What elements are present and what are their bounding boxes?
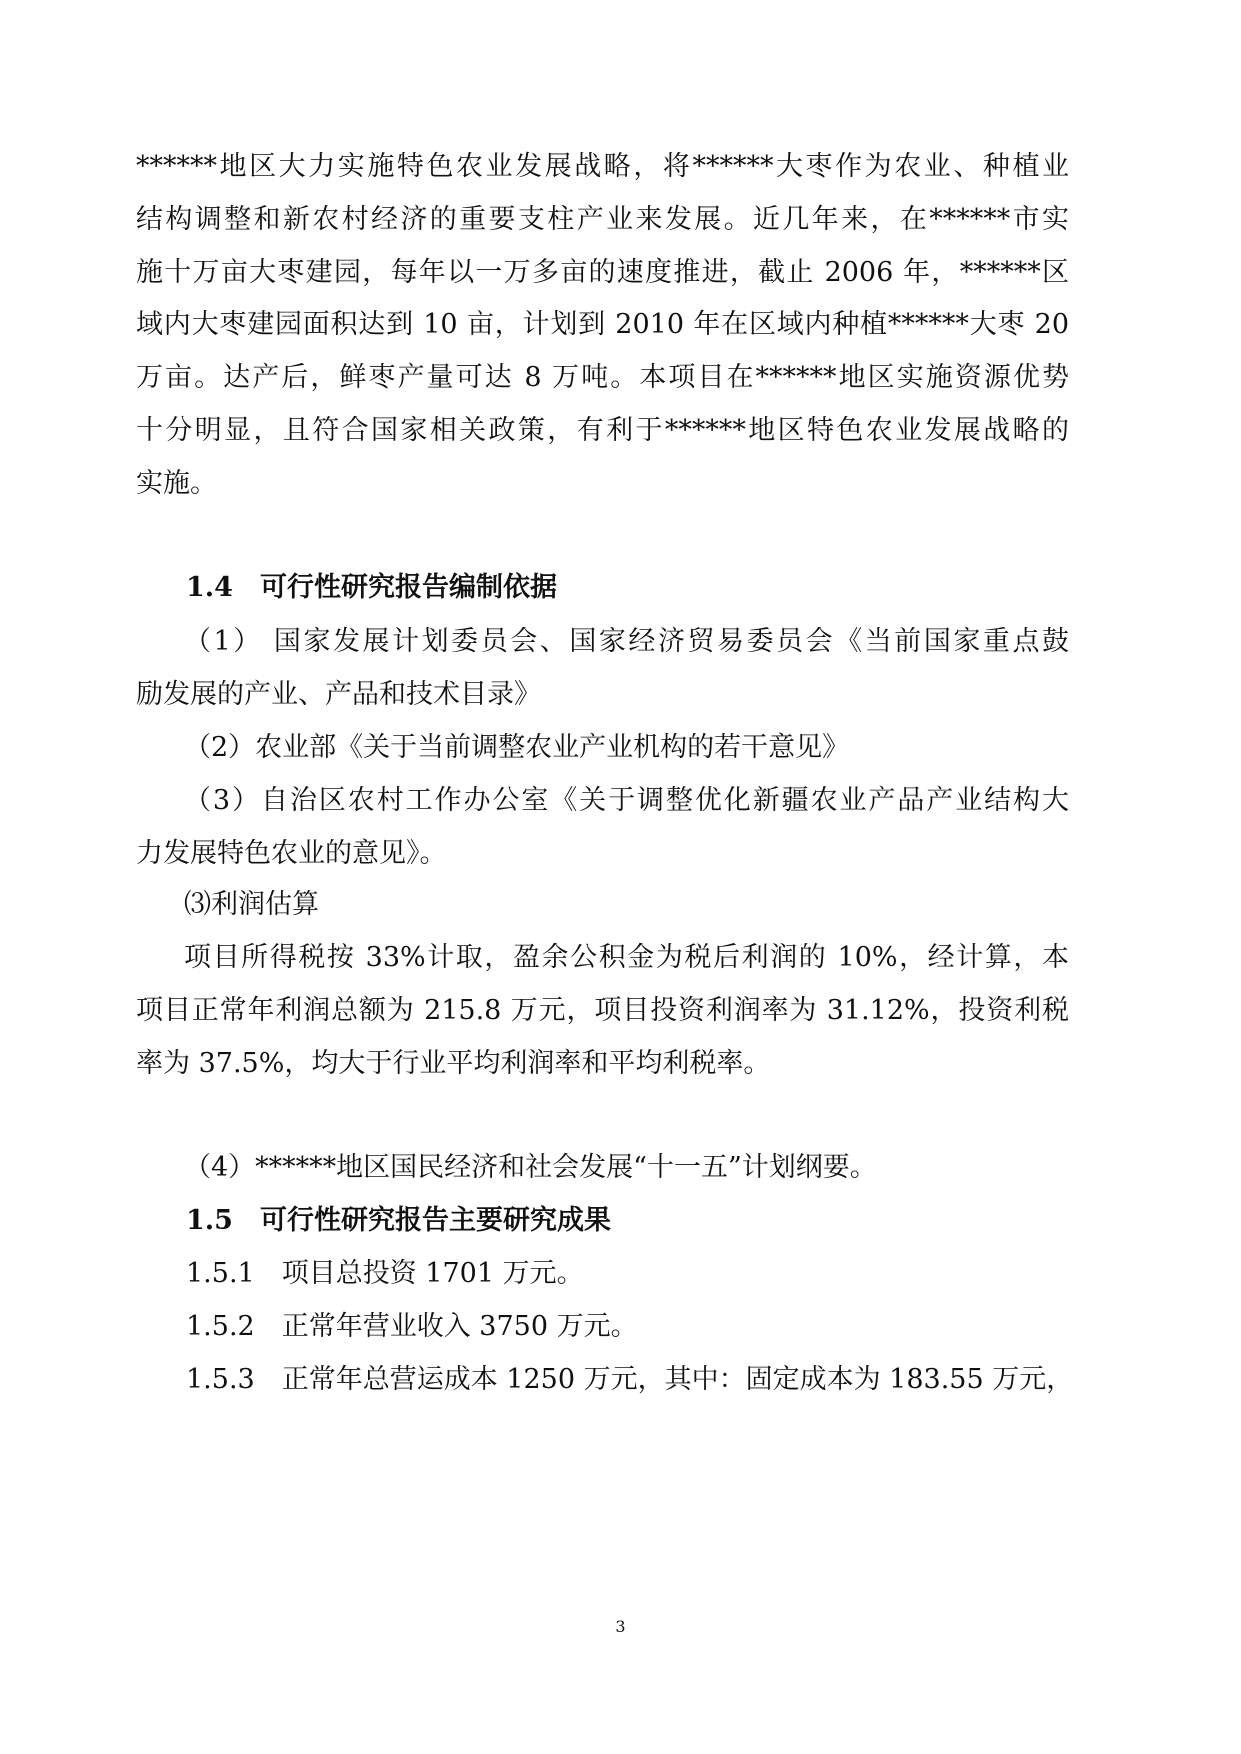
intro-line-2: 结构调整和新农村经济的重要支柱产业来发展。近几年来，在******市实	[136, 204, 1069, 235]
profit-line-2: 项目正常年利润总额为 215.8 万元，项目投资利润率为 31.12%，投资利税	[136, 995, 1069, 1026]
section-1-4-heading: 1.4 可行性研究报告编制依据	[186, 572, 557, 603]
result-item-1-5-2: 1.5.2 正常年营业收入 3750 万元。	[186, 1311, 638, 1342]
intro-line-6: 十分明显，且符合国家相关政策，有利于******地区特色农业发展战略的	[136, 415, 1069, 446]
profit-line-3: 率为 37.5%，均大于行业平均利润率和平均利税率。	[136, 1048, 771, 1079]
intro-line-7: 实施。	[136, 468, 217, 499]
intro-line-5: 万亩。达产后，鲜枣产量可达 8 万吨。本项目在******地区实施资源优势	[136, 362, 1069, 393]
profit-estimate-heading: ⑶利润估算	[184, 889, 319, 920]
basis-item-1-line-2: 励发展的产业、产品和技术目录》	[136, 679, 541, 710]
basis-item-4: （4）******地区国民经济和社会发展“十一五”计划纲要。	[184, 1152, 877, 1183]
profit-line-1: 项目所得税按 33%计取，盈余公积金为税后利润的 10%，经计算，本	[184, 942, 1069, 973]
intro-line-1: ******地区大力实施特色农业发展战略，将******大枣作为农业、种植业	[136, 151, 1069, 182]
basis-item-2: （2）农业部《关于当前调整农业产业机构的若干意见》	[184, 732, 850, 763]
basis-item-1-line-1: （1） 国家发展计划委员会、国家经济贸易委员会《当前国家重点鼓	[184, 626, 1069, 657]
intro-line-3: 施十万亩大枣建园，每年以一万多亩的速度推进，截止 2006 年，******区	[136, 257, 1069, 288]
result-item-1-5-1: 1.5.1 项目总投资 1701 万元。	[186, 1258, 584, 1289]
basis-item-3-line-2: 力发展特色农业的意见》。	[136, 838, 447, 869]
intro-line-4: 域内大枣建园面积达到 10 亩，计划到 2010 年在区域内种植******大枣 20	[136, 309, 1069, 340]
page-number: 3	[615, 1617, 626, 1636]
result-item-1-5-3: 1.5.3 正常年总营运成本 1250 万元，其中：固定成本为 183.55 万元，	[186, 1364, 1074, 1395]
basis-item-3-line-1: （3）自治区农村工作办公室《关于调整优化新疆农业产品产业结构大	[184, 785, 1069, 816]
section-1-5-heading: 1.5 可行性研究报告主要研究成果	[186, 1205, 611, 1236]
